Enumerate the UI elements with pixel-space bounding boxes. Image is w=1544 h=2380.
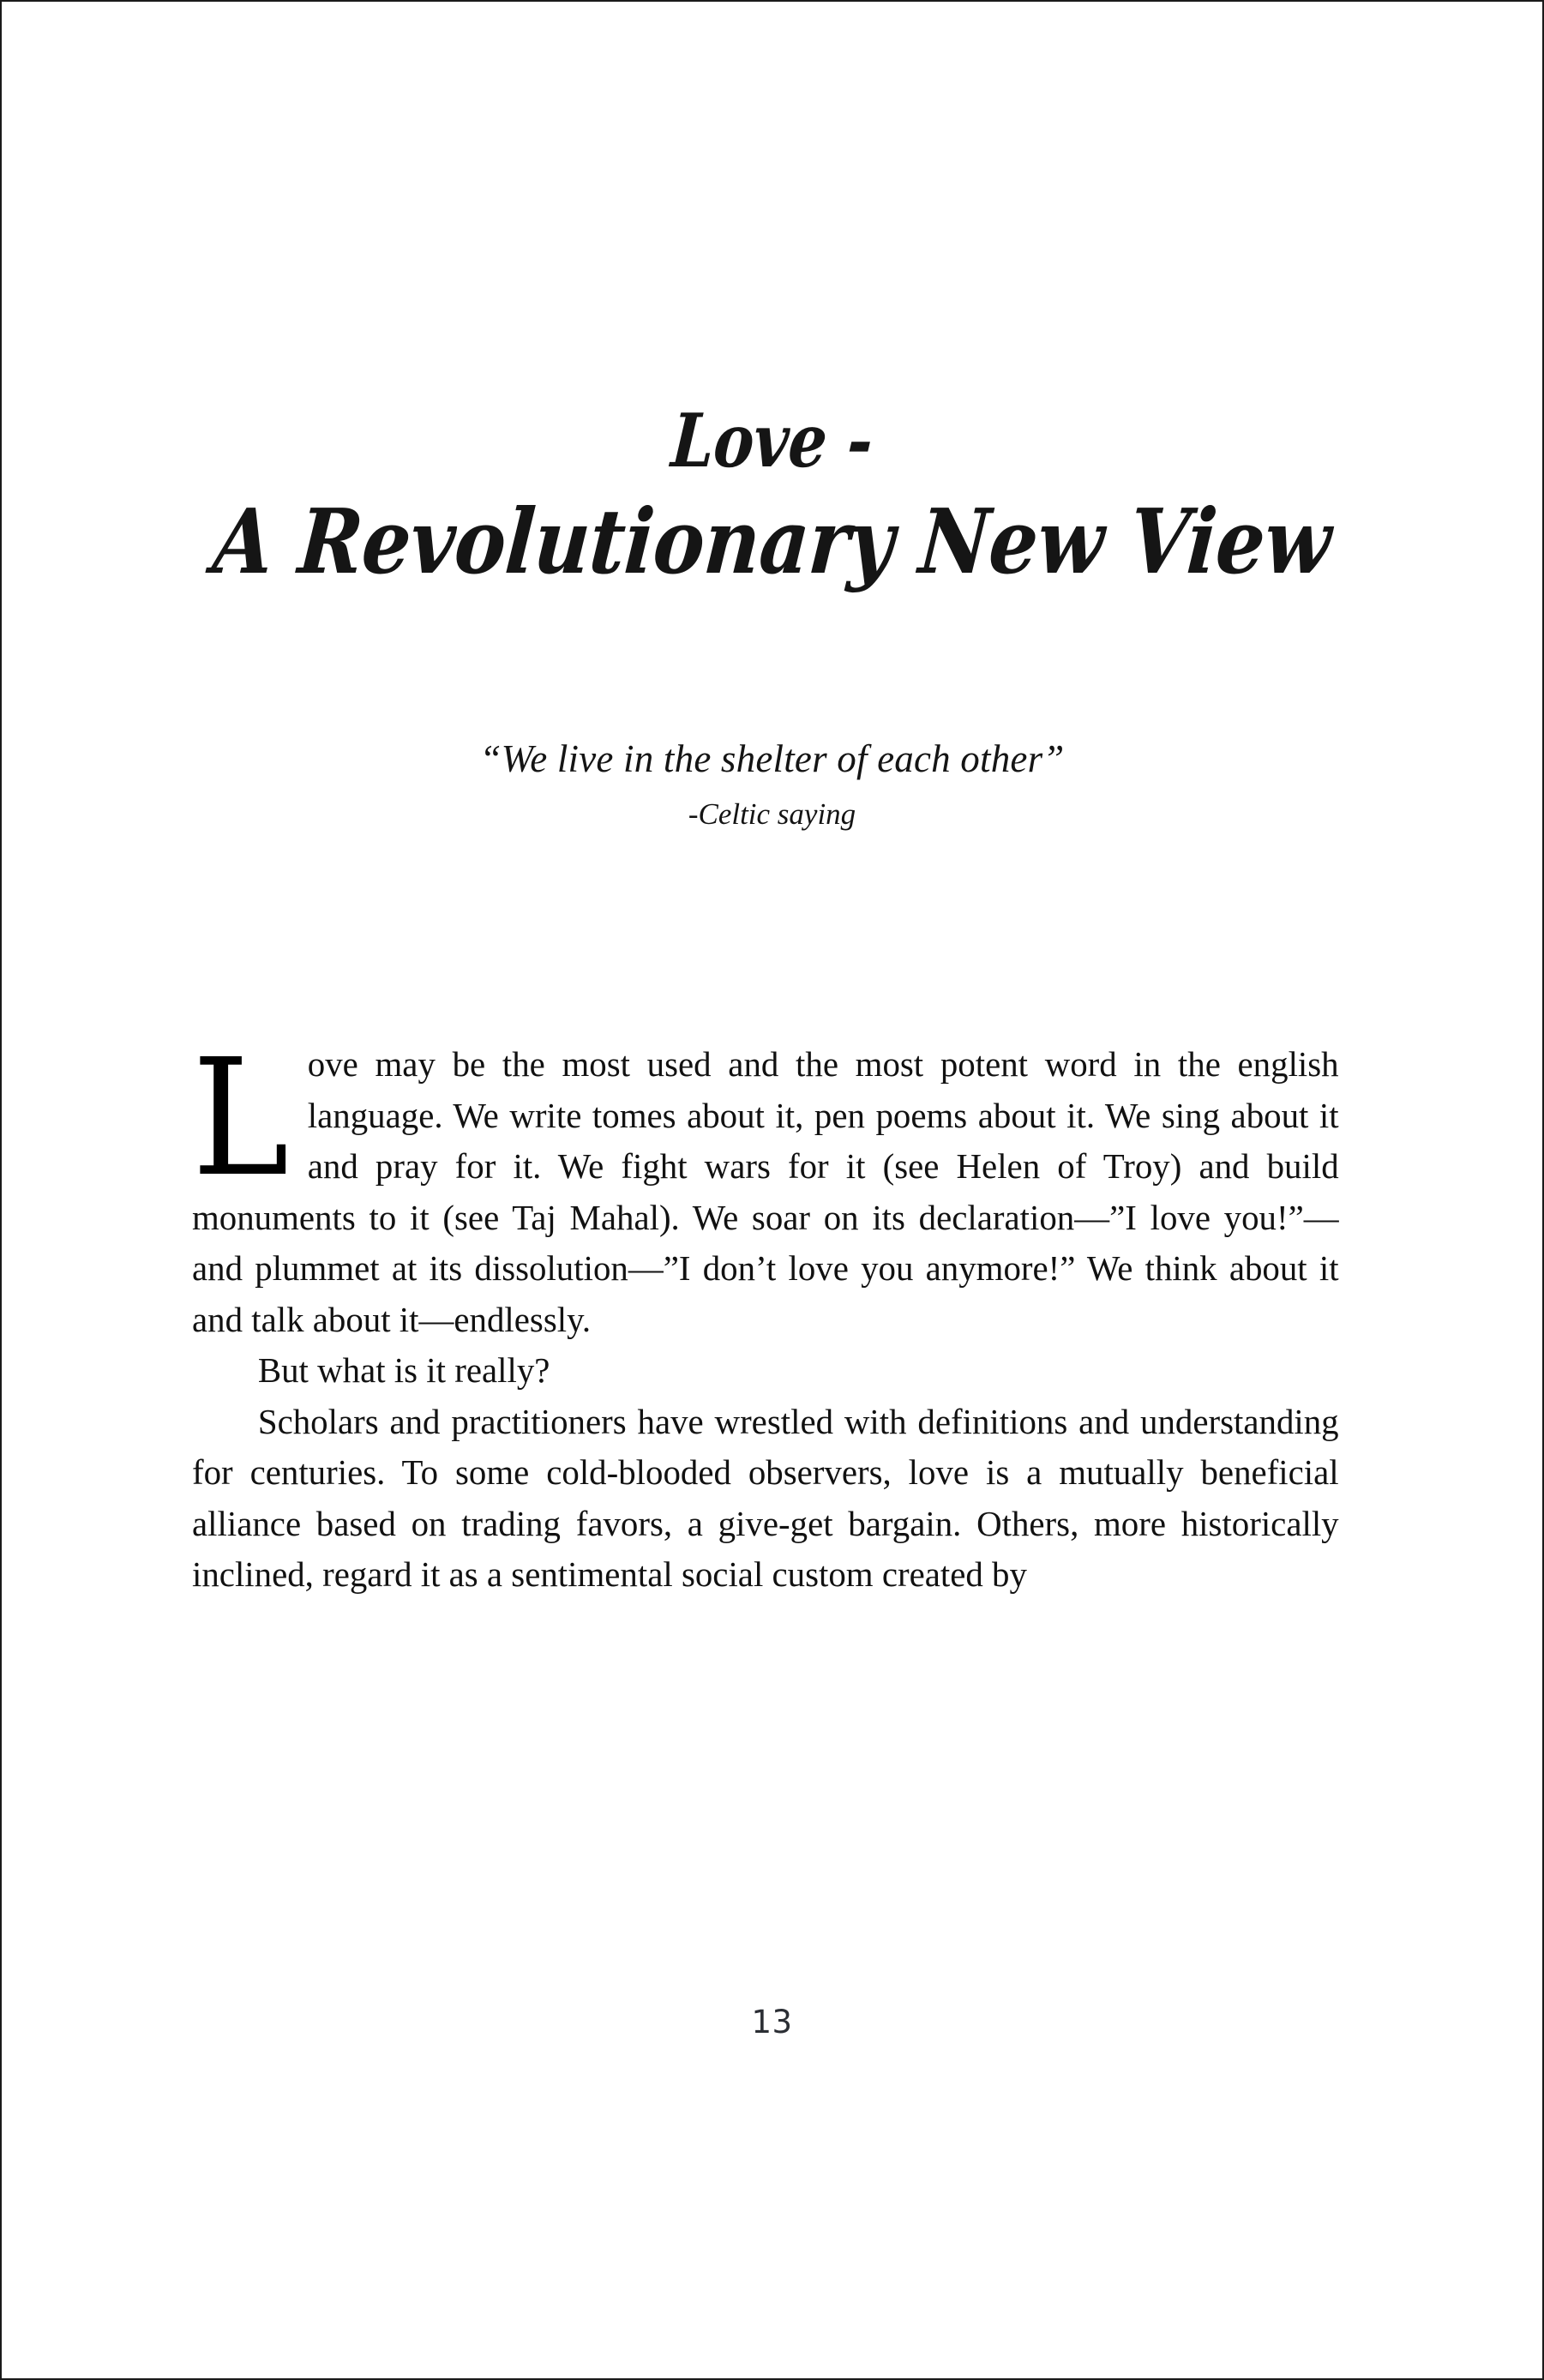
drop-cap-letter: L [192,1025,290,1212]
body-text-column [192,1025,1356,1601]
chapter-title-block [2,398,1542,594]
body-paragraph-question: But what is it really? [257,1350,550,1390]
body-paragraph-scholars: Scholars and practitioners have wrestled with definitions and understanding for centuries. To some cold-blooded observers, love is a mutually beneficial alliance based on trading favors, a give-get bargain. Others, more historically inclined, regard it as a sentimental social custom created by [192,1401,1339,1594]
epigraph-block [2,736,1542,833]
chapter-title-line-1: Love - [668,398,876,484]
body-paragraph-opening-text: ove may be the most used and the most potent word in the english language. We write tomes about it, pen poems about it. We sing about it and pray for it. We fight wars for it (see Helen of Troy) and build monuments to it (see Taj Mahal). We soar on its declaration—”I love you!”— and plummet at its dissolution—”I don’t love you anymore!” We think about it and talk about it—endlessly. [192,1044,1339,1339]
epigraph-quote: “We live in the shelter of each other” [479,737,1065,780]
page-number: 13 [751,2004,793,2040]
chapter-title-line-2: A Revolutionary New View [209,489,1335,594]
body-paragraph-opening [192,1025,1339,1345]
epigraph-source: -Celtic saying [688,796,856,831]
